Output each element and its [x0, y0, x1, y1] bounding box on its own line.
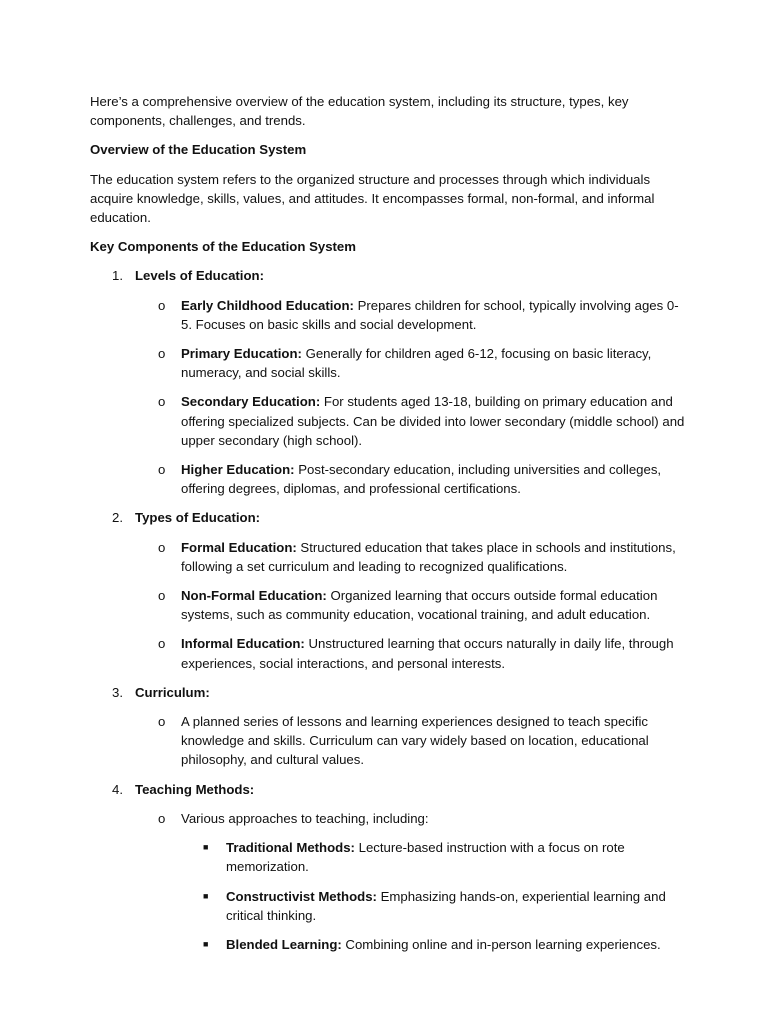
- list-number: 1.: [112, 268, 123, 284]
- sub-item-higher: [90, 460, 688, 498]
- bullet-o: o: [158, 346, 166, 362]
- sub-item-text: Various approaches to teaching, including:: [181, 810, 429, 826]
- bullet-o: o: [158, 297, 166, 313]
- sub-item-formal: [90, 538, 688, 576]
- sub-item-secondary: [90, 392, 688, 450]
- bullet-o: o: [158, 636, 166, 652]
- sub-sub-item-label: Blended Learning:: [226, 936, 342, 952]
- sub-item-label: Formal Education:: [181, 539, 297, 555]
- sub-item-primary: [90, 344, 688, 382]
- sub-item-text: Post-secondary education, including universities and colleges, offering degrees, diplomas, and professional certifications.: [181, 462, 662, 497]
- list-item-levels: [90, 266, 688, 285]
- sub-item-teaching-desc: [90, 809, 688, 828]
- sub-sub-item-traditional: [90, 838, 688, 876]
- bullet-o: o: [158, 588, 166, 604]
- sub-sub-item-text: Combining online and in-person learning experiences.: [341, 936, 661, 952]
- sub-item-informal: [90, 634, 688, 672]
- list-number: 3.: [112, 684, 123, 700]
- list-title: Curriculum:: [135, 684, 210, 700]
- bullet-o: o: [158, 810, 166, 826]
- sub-item-text: Unstructured learning that occurs naturally in daily life, through experiences, social interactions, and personal interests.: [181, 636, 674, 671]
- list-item-curriculum: [90, 683, 688, 702]
- sub-sub-item-label: Constructivist Methods:: [226, 888, 377, 904]
- sub-item-text: Organized learning that occurs outside formal education systems, such as community education, vocational training, and adult education.: [181, 588, 658, 623]
- bullet-o: o: [158, 394, 166, 410]
- list-item-teaching: [90, 780, 688, 799]
- list-title: Teaching Methods:: [135, 781, 255, 797]
- bullet-square: ■: [203, 842, 209, 853]
- intro-paragraph: Here’s a comprehensive overview of the education system, including its structure, types, key components, challenges, and trends.: [90, 94, 629, 129]
- overview-heading: Overview of the Education System: [90, 142, 307, 158]
- bullet-o: o: [158, 539, 166, 555]
- sub-sub-item-label: Traditional Methods:: [226, 840, 355, 856]
- bullet-o: o: [158, 714, 166, 730]
- list-title: Levels of Education:: [135, 268, 264, 284]
- sub-item-text: For students aged 13-18, building on primary education and offering specialized subjects. Can be divided into lower secondary (middle school) and upper secondary (high school).: [181, 394, 685, 448]
- sub-item-label: Non-Formal Education:: [181, 588, 327, 604]
- bullet-square: ■: [203, 938, 209, 949]
- key-components-heading: Key Components of the Education System: [90, 239, 356, 255]
- sub-sub-item-blended: [90, 935, 688, 954]
- sub-sub-item-text: Lecture-based instruction with a focus on rote memorization.: [226, 840, 625, 875]
- list-number: 4.: [112, 781, 123, 797]
- sub-item-label: Higher Education:: [181, 462, 295, 478]
- sub-item-non-formal: [90, 586, 688, 624]
- sub-item-label: Informal Education:: [181, 636, 305, 652]
- overview-paragraph: The education system refers to the organized structure and processes through which individuals acquire knowledge, skills, values, and attitudes. It encompasses formal, non-formal, and informal education.: [90, 171, 655, 226]
- list-item-types: [90, 508, 688, 527]
- sub-item-text: Generally for children aged 6-12, focusing on basic literacy, numeracy, and social skills.: [181, 346, 652, 381]
- sub-item-curriculum-desc: [90, 712, 688, 770]
- sub-item-label: Primary Education:: [181, 346, 302, 362]
- sub-item-text: Prepares children for school, typically involving ages 0-5. Focuses on basic skills and social development.: [181, 297, 679, 332]
- sub-sub-item-constructivist: [90, 887, 688, 925]
- sub-item-label: Early Childhood Education:: [181, 297, 354, 313]
- list-number: 2.: [112, 510, 123, 526]
- list-title: Types of Education:: [135, 510, 261, 526]
- bullet-o: o: [158, 462, 166, 478]
- bullet-square: ■: [203, 890, 209, 901]
- sub-sub-item-text: Emphasizing hands-on, experiential learning and critical thinking.: [226, 888, 666, 923]
- sub-item-early-childhood: [90, 296, 688, 334]
- sub-item-text: A planned series of lessons and learning experiences designed to teach specific knowledge and skills. Curriculum can vary widely based on location, educational philosophy, and cultural values.: [181, 714, 649, 768]
- sub-item-text: Structured education that takes place in schools and institutions, following a set curriculum and leading to recognized qualifications.: [181, 539, 676, 574]
- sub-item-label: Secondary Education:: [181, 394, 321, 410]
